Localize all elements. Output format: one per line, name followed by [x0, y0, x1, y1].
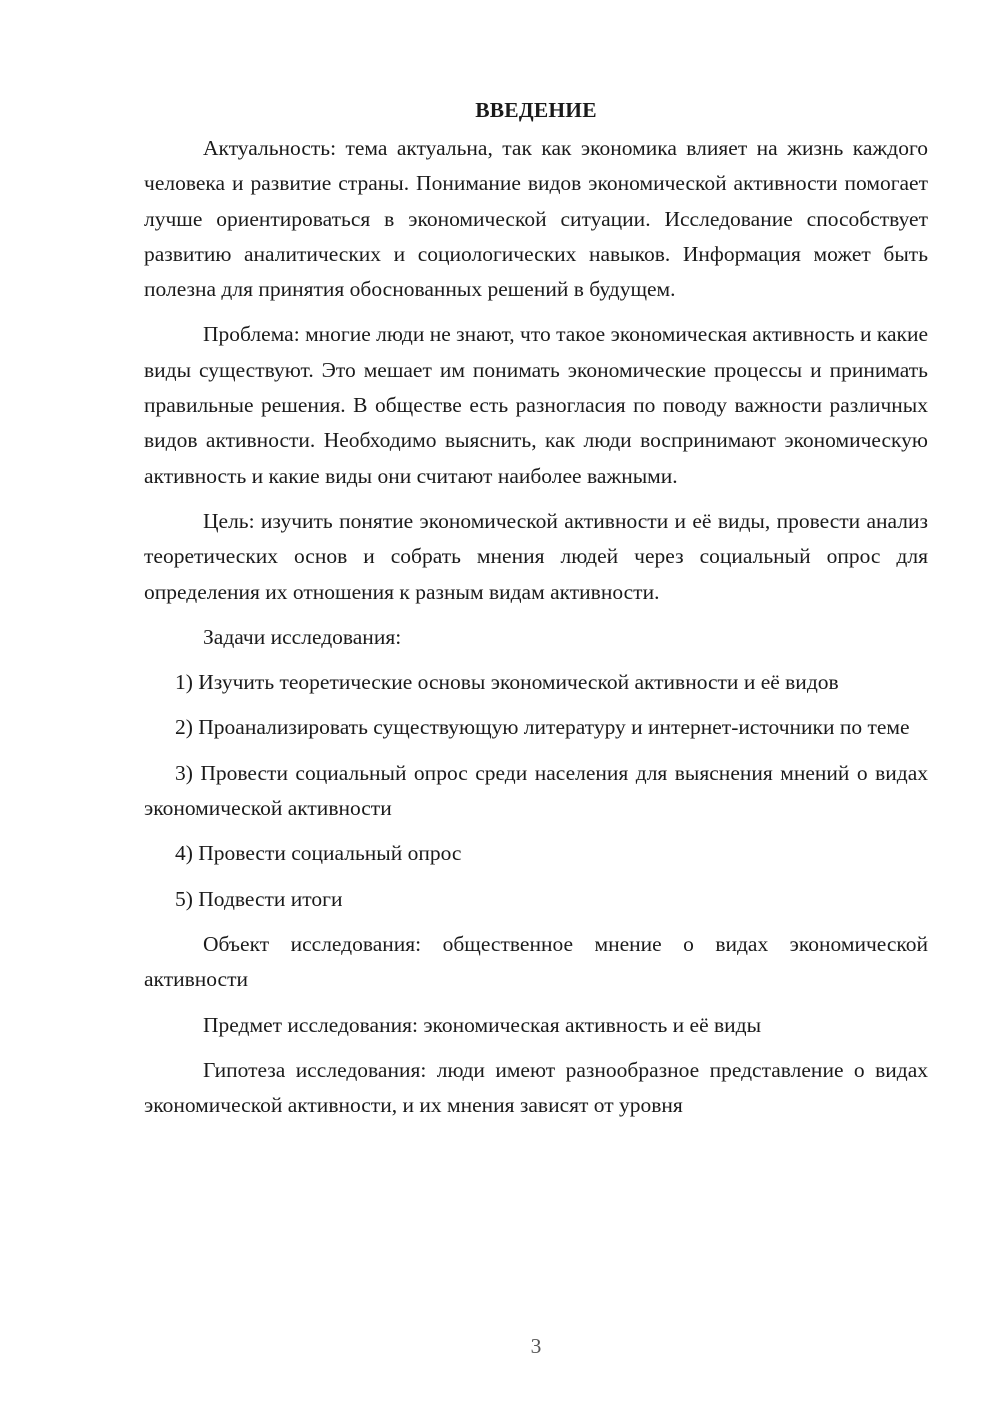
task-item-3: 3) Провести социальный опрос среди населения для выяснения мнений о видах экономической активности: [144, 760, 928, 821]
paragraph-hypothesis: Гипотеза исследования: люди имеют разнообразное представление о видах экономической активности, и их мнения зависят от уровня: [144, 1057, 928, 1118]
paragraph-subject: Предмет исследования: экономическая активность и её виды: [203, 1012, 762, 1037]
document-title: ВВЕДЕНИЕ: [475, 98, 597, 122]
task-item-5: 5) Подвести итоги: [175, 886, 343, 911]
paragraph-relevance: Актуальность: тема актуальна, так как экономика влияет на жизнь каждого человека и развитие страны. Понимание видов экономической активности помогает лучше ориентироваться в экономической ситуации. Исследование способствует развитию аналитических и социологических навыков. Информация может быть полезна для принятия обоснованных решений в будущем.: [144, 136, 928, 302]
task-item-4: 4) Провести социальный опрос: [175, 841, 462, 866]
task-item-2: 2) Проанализировать существующую литературу и интернет-источники по теме: [175, 715, 910, 740]
paragraph-goal: Цель: изучить понятие экономической активности и её виды, провести анализ теоретических основ и собрать мнения людей через социальный опрос для определения их отношения к разным видам активности.: [144, 508, 928, 604]
paragraph-object: Объект исследования: общественное мнение о видах экономической активности: [144, 931, 928, 992]
page-number: 3: [530, 1334, 542, 1358]
tasks-heading: Задачи исследования:: [203, 624, 402, 649]
paragraph-problem: Проблема: многие люди не знают, что такое экономическая активность и какие виды существуют. Это мешает им понимать экономические процессы и принимать правильные решения. В обществе есть разногласия по поводу важности различных видов активности. Необходимо выяснить, как люди воспринимают экономическую активность и какие виды они считают наиболее важными.: [144, 322, 928, 488]
task-item-1: 1) Изучить теоретические основы экономической активности и её видов: [175, 670, 839, 695]
document-page: [144, 92, 928, 1133]
